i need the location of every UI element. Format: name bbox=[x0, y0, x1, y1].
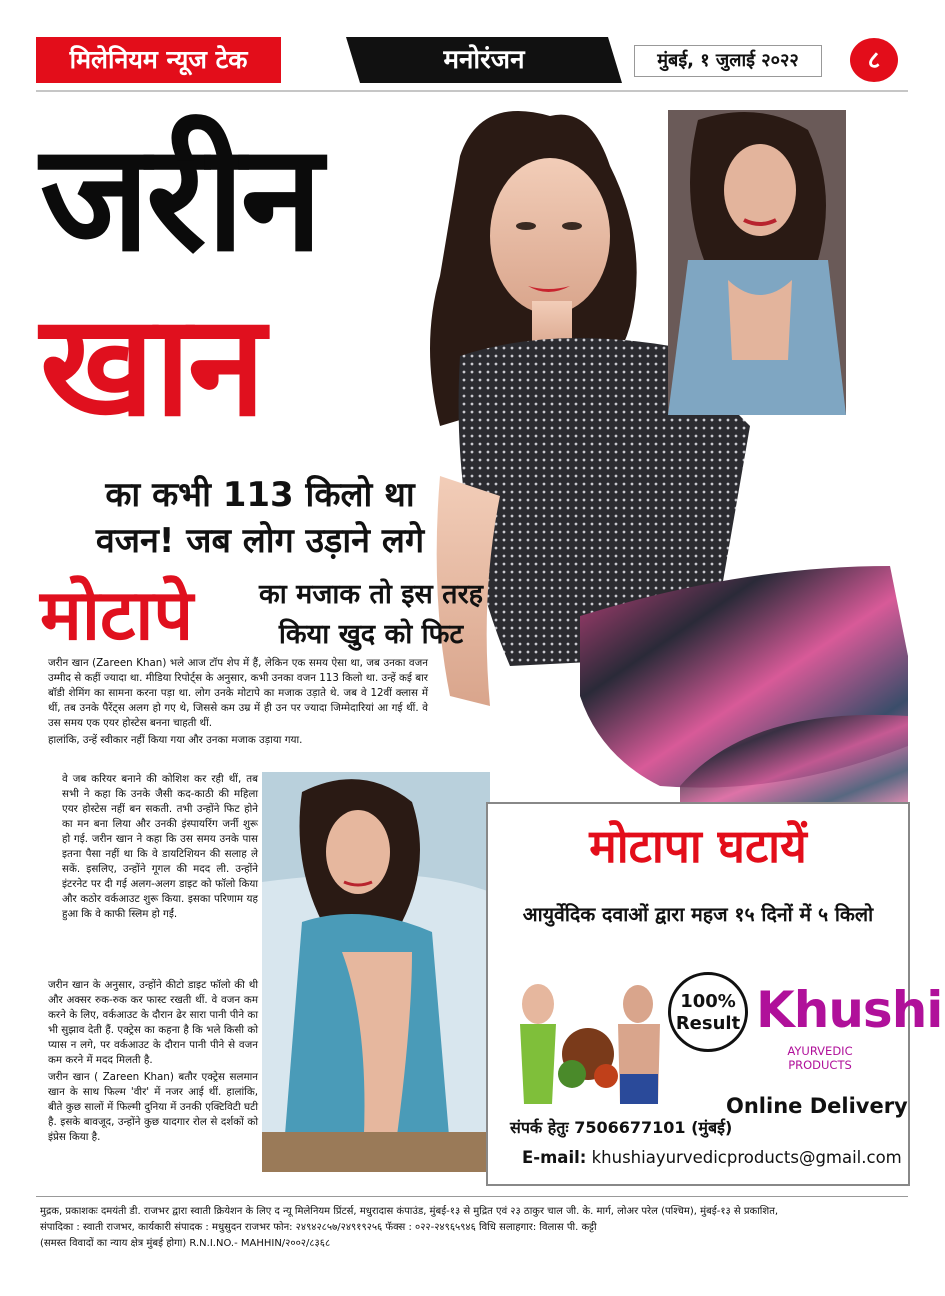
article-paragraph-4: जरीन खान के अनुसार, उन्होंने कीटो डाइट फॉलो की थी और अक्सर रुक-रुक कर फास्ट रखती थीं. वे वजन कम करने के लिए, वर्कआउट के दौरान ढेर सारा पानी पीने का भी सुझाव देती हैं. एक्ट्रेस का कहना है कि भले किसी को प्यास न लगे, पर वर्कआउट के दौरान पानी पीने से वजन कम करने में मदद मिलती है. bbox=[48, 979, 258, 1066]
badge-percent: 100% bbox=[680, 991, 736, 1012]
inset-photo-top bbox=[668, 110, 846, 415]
email-label: E-mail: bbox=[522, 1148, 587, 1167]
email-address[interactable]: khushiayurvedicproducts@gmail.com bbox=[591, 1148, 902, 1167]
headline-sub-1: का कभी 113 किलो था bbox=[105, 475, 415, 515]
section-label: मनोरंजन bbox=[443, 45, 525, 75]
masthead: मिलेनियम न्यूज टेक bbox=[36, 37, 281, 83]
email-info bbox=[522, 1148, 902, 1167]
brand-logo: Khushi bbox=[756, 981, 943, 1039]
imprint-line-1: मुद्रक, प्रकाशकः दमयंती डी. राजभर द्वारा स्वाती क्रियेशन के लिए द न्यू मिलेनियम प्रिंटर्स, मधुरादास कंपाउंड, मुंबई-१३ से मुद्रित एवं २३ ठाकुर चाल जी. के. मार्ग, लोअर परेल (पश्चिम), मुंबई-१३ से प्रकाशित, bbox=[40, 1206, 779, 1217]
article-top bbox=[48, 656, 428, 750]
contact-label: संपर्क हेतुः bbox=[510, 1118, 569, 1137]
delivery-note: Online Delivery bbox=[726, 1094, 908, 1118]
contact-info bbox=[510, 1116, 732, 1138]
headline-sub-2: वजन! जब लोग उड़ाने लगे bbox=[95, 521, 425, 561]
headline-sub-3: का मजाक तो इस तरह bbox=[259, 579, 483, 610]
article-paragraph-3: वे जब करियर बनाने की कोशिश कर रही थीं, तब सभी ने कहा कि उनके जैसी कद-काठी की महिला एयर होस्टेस नहीं बन सकती. तभी उन्होंने फिट होने का मन बना लिया और उनकी इंस्पायरिंग जर्नी शुरू हो गई. जरीन खान ने कहा कि उस समय उनके पास इतना पैसा नहीं था कि वे डायटिशियन की सलाह ले सकें. इसलिए, उन्होंने गूगल की मदद ली. उन्होंने इंटरनेट पर दी गई अलग-अलग डाइट को फॉलो किया और कठोर वर्कआउट शुरू किया. इसका परिणाम यह हुआ कि वे काफी स्लिम हो गईं. bbox=[62, 773, 258, 920]
page-number: ८ bbox=[850, 38, 898, 82]
imprint-footer bbox=[40, 1204, 908, 1252]
imprint-line-2: संपादिका : स्वाती राजभर, कार्यकारी संपादक : मधुसुदन राजभर फोन: २४९४२८५७/२४९१९२५६ फॅक्स : ०२२-२४९६५९४६ विधि सलाहगार: विलास पी. कट्टी bbox=[40, 1222, 597, 1233]
ad-title: मोटापा घटायें bbox=[589, 819, 807, 873]
ad-product-image bbox=[508, 964, 668, 1104]
dateline: मुंबई, १ जुलाई २०२२ bbox=[634, 45, 822, 77]
headline-name-first: जरीन bbox=[40, 112, 319, 284]
result-badge bbox=[668, 972, 748, 1052]
article-paragraph-2: हालांकि, उन्हें स्वीकार नहीं किया गया और उनका मजाक उड़ाया गया. bbox=[48, 734, 303, 746]
imprint-line-3: (समस्त विवादों का न्याय क्षेत्र मुंबई होगा) R.N.I.NO.- MAHHIN/२००२/८३६८ bbox=[40, 1238, 331, 1249]
article-column-lower bbox=[48, 978, 258, 1147]
footer-divider bbox=[36, 1196, 908, 1197]
advertisement bbox=[486, 802, 943, 1186]
brand-tagline: AYURVEDIC PRODUCTS bbox=[787, 1044, 853, 1072]
inset-photo-blue-dress bbox=[262, 772, 490, 1172]
header-divider bbox=[36, 90, 908, 92]
headline-name-last: खान bbox=[40, 285, 263, 448]
article-column bbox=[62, 772, 258, 924]
article-paragraph-1: जरीन खान (Zareen Khan) भले आज टॉप शेप में हैं, लेकिन एक समय ऐसा था, जब उनका वजन उम्मीद से कहीं ज्यादा था. मीडिया रिपोर्ट्स के अनुसार, कभी उनका वजन 113 किलो था. उन्हें कई बार बॉडी शेमिंग का सामना करना पड़ा था. लोग उनके मोटापे का मजाक उड़ाते थे. जब वे 12वीं क्लास में थीं, तब उनके पैरेंट्स अलग हो गए थे, जिससे कम उम्र में ही उन पर ज्यादा जिम्मेदारियां आ गई थीं. वे उस समय एक एयर होस्टेस बनना चाहती थीं. bbox=[48, 657, 428, 729]
contact-phone[interactable]: 7506677101 (मुंबई) bbox=[574, 1118, 733, 1137]
headline-sub-4: किया खुद को फिट bbox=[278, 619, 464, 650]
ad-subtitle: आयुर्वेदिक दवाओं द्वारा महज १५ दिनों में ५ किलो bbox=[522, 903, 874, 926]
headline-highlight: मोटापे bbox=[40, 574, 194, 656]
badge-result: Result bbox=[675, 1013, 741, 1034]
article-paragraph-5: जरीन खान ( Zareen Khan) बतौर एक्ट्रेस सलमान खान के साथ फिल्म 'वीर' में नजर आई थीं. हालांकि, बीते कुछ सालों में फिल्मी दुनिया में उनकी एक्टिविटी घटी है. इसके बावजूद, उन्होंने कुछ यादगार रोल से दर्शकों को इंप्रेस किया है. bbox=[48, 1071, 258, 1143]
